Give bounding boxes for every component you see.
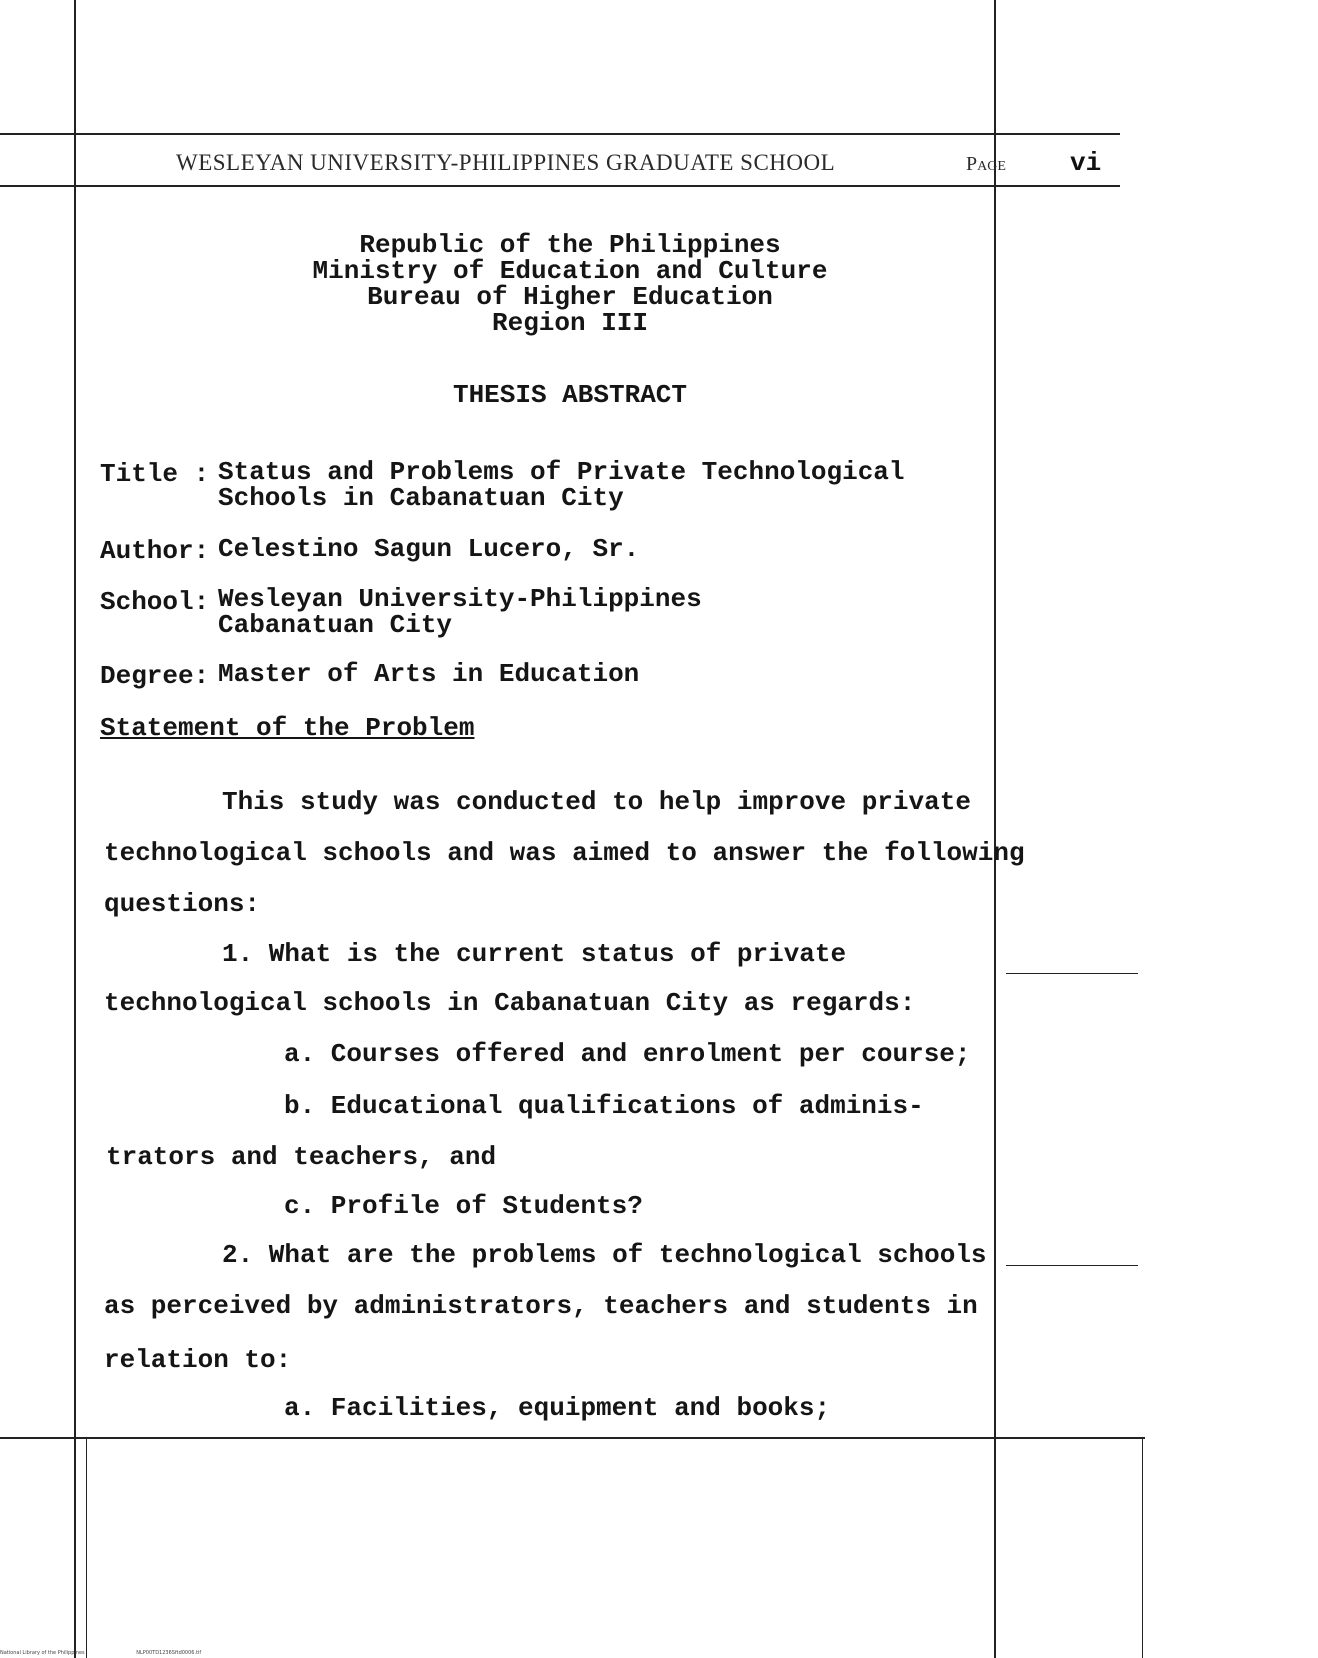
header-top-line <box>0 133 1120 135</box>
letterhead-region: Region III <box>491 308 649 338</box>
header-school-name: WESLEYAN UNIVERSITY-PHILIPPINES GRADUATE SCHOOL <box>176 150 836 175</box>
question-1-line: 1. What is the current status of private <box>222 939 847 969</box>
bottom-left-line <box>86 1437 87 1658</box>
question-1-item-b-cont: trators and teachers, and <box>106 1142 497 1172</box>
degree-label: Degree: <box>100 661 210 691</box>
question-2-item-a: a. Facilities, equipment and books; <box>284 1393 831 1423</box>
school-label: School: <box>100 587 210 617</box>
school-value-line1: Wesleyan University-Philippines <box>218 584 702 614</box>
question-1-item-b: b. Educational qualifications of adminis- <box>284 1091 924 1121</box>
header-bottom-line <box>0 185 1120 187</box>
question-1-line: technological schools in Cabanatuan City as regards: <box>104 988 916 1018</box>
scan-footer <box>0 1650 251 1656</box>
paragraph-line: technological schools and was aimed to answer the following <box>104 838 1025 868</box>
page-title: THESIS ABSTRACT <box>452 380 688 410</box>
left-margin-line <box>74 0 76 1658</box>
bottom-right-line <box>1142 1437 1143 1658</box>
letterhead-ministry: Ministry of Education and Culture <box>312 256 828 286</box>
header-page-label: Page <box>966 153 1006 175</box>
school-value-line2: Cabanatuan City <box>218 610 453 640</box>
footer-file: NLP00TD1236Sftd0006.tif <box>136 1650 202 1656</box>
paragraph-line: This study was conducted to help improve private <box>222 787 971 817</box>
title-value-line2: Schools in Cabanatuan City <box>218 483 624 513</box>
bottom-rule-line <box>0 1437 1145 1439</box>
question-2-line: relation to: <box>104 1345 292 1375</box>
question-1-item-a: a. Courses offered and enrolment per course; <box>284 1039 971 1069</box>
author-label: Author: <box>100 536 210 566</box>
right-column-line-upper <box>1006 973 1138 974</box>
question-2-line: as perceived by administrators, teachers and students in <box>104 1291 978 1321</box>
paragraph-line: questions: <box>104 889 261 919</box>
title-label: Title : <box>100 459 210 489</box>
page-number: vi <box>1070 148 1102 178</box>
degree-value: Master of Arts in Education <box>218 659 640 689</box>
letterhead-republic: Republic of the Philippines <box>359 230 781 260</box>
right-column-line-lower <box>1006 1265 1138 1266</box>
question-2-line: 2. What are the problems of technological schools <box>222 1240 987 1270</box>
section-title: Statement of the Problem <box>100 713 475 743</box>
question-1-item-c: c. Profile of Students? <box>284 1191 643 1221</box>
author-value: Celestino Sagun Lucero, Sr. <box>218 534 640 564</box>
title-value-line1: Status and Problems of Private Technological <box>218 457 905 487</box>
letterhead-bureau: Bureau of Higher Education <box>367 282 773 312</box>
footer-library: National Library of the Philippines <box>0 1650 85 1656</box>
